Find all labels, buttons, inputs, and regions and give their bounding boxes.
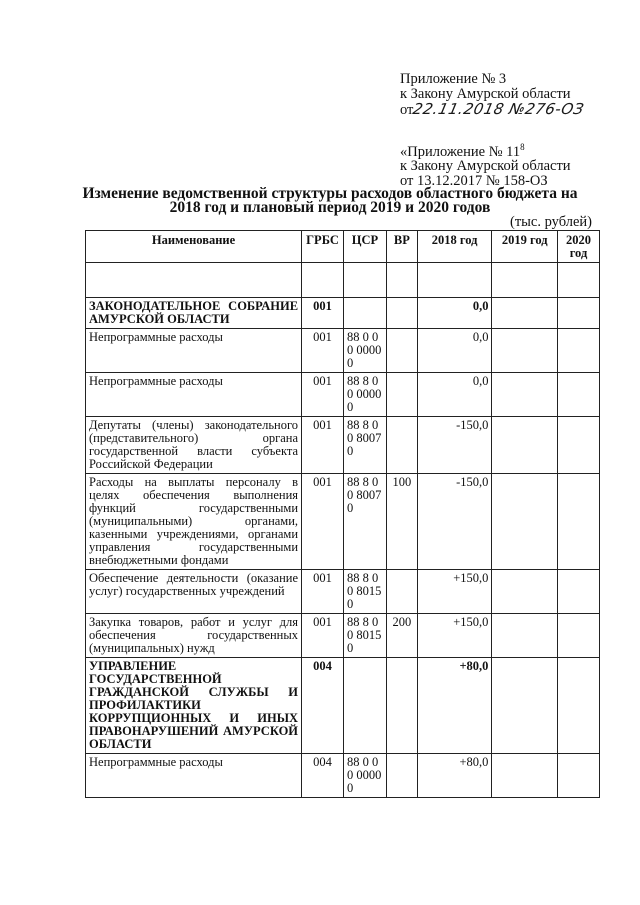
- row-2019-cell: [492, 614, 558, 658]
- row-2018-cell: 0,0: [417, 298, 492, 329]
- table-row: [86, 417, 600, 474]
- row-2020-cell: [557, 474, 599, 570]
- row-vr-cell: [387, 298, 418, 329]
- row-vr-cell: [387, 329, 418, 373]
- row-vr-cell: [387, 417, 418, 474]
- row-2018-cell: 0,0: [417, 329, 492, 373]
- row-name-cell: ЗАКОНОДАТЕЛЬНОЕ СОБРАНИЕ АМУРСКОЙ ОБЛАСТИ: [86, 298, 302, 329]
- row-2018-cell: +150,0: [417, 614, 492, 658]
- header-2018: 2018 год: [417, 231, 492, 263]
- previous-appendix-date: от 13.12.2017 № 158-ОЗ: [400, 172, 548, 189]
- row-grbs-cell: 001: [302, 474, 344, 570]
- appendix-header: [400, 71, 587, 118]
- row-vr-cell: 100: [387, 474, 418, 570]
- row-2019-cell: [492, 754, 558, 798]
- row-2020-cell: [557, 614, 599, 658]
- row-2020-cell: [557, 754, 599, 798]
- row-vr-cell: 200: [387, 614, 418, 658]
- row-grbs-cell: 001: [302, 329, 344, 373]
- header-vr: ВР: [387, 231, 418, 263]
- row-name-cell: Непрограммные расходы: [86, 373, 302, 417]
- table-row: [86, 754, 600, 798]
- row-2020-cell: [557, 570, 599, 614]
- row-grbs-cell: 004: [302, 754, 344, 798]
- row-grbs-cell: 001: [302, 614, 344, 658]
- row-vr-cell: [387, 570, 418, 614]
- document-title: Изменение ведомственной структуры расходов областного бюджета на 2018 год и плановый период 2019 и 2020 годов: [82, 185, 578, 216]
- table-row: [86, 570, 600, 614]
- row-2019-cell: [492, 570, 558, 614]
- table-body: [86, 298, 600, 798]
- row-csr-cell: 88 8 00 00000: [344, 373, 387, 417]
- row-2020-cell: [557, 373, 599, 417]
- row-2018-cell: 0,0: [417, 373, 492, 417]
- previous-appendix-law: к Закону Амурской области: [400, 158, 571, 175]
- table-spacer-row: [86, 263, 600, 298]
- row-csr-cell: 88 0 00 00000: [344, 754, 387, 798]
- row-2019-cell: [492, 474, 558, 570]
- row-2020-cell: [557, 298, 599, 329]
- row-2020-cell: [557, 658, 599, 754]
- header-2020: 2020 год: [557, 231, 599, 263]
- row-2018-cell: +150,0: [417, 570, 492, 614]
- table-row: [86, 658, 600, 754]
- row-vr-cell: [387, 658, 418, 754]
- row-csr-cell: [344, 658, 387, 754]
- header-grbs: ГРБС: [302, 231, 344, 263]
- table-row: [86, 329, 600, 373]
- header-name: Наименование: [86, 231, 302, 263]
- row-name-cell: Расходы на выплаты персоналу в целях обеспечения выполнения функций государственными (муниципальными) органами, казенными учреждениями, органами управления государственными внебюджетными фондами: [86, 474, 302, 570]
- row-name-cell: Непрограммные расходы: [86, 329, 302, 373]
- row-2018-cell: +80,0: [417, 658, 492, 754]
- row-vr-cell: [387, 754, 418, 798]
- row-name-cell: УПРАВЛЕНИЕ ГОСУДАРСТВЕННОЙ ГРАЖДАНСКОЙ СЛУЖБЫ И ПРОФИЛАКТИКИ КОРРУПЦИОННЫХ И ИНЫХ ПРАВОНАРУШЕНИЙ АМУРСКОЙ ОБЛАСТИ: [86, 658, 302, 754]
- row-csr-cell: 88 0 00 00000: [344, 329, 387, 373]
- table-row: [86, 614, 600, 658]
- row-2018-cell: +80,0: [417, 754, 492, 798]
- previous-appendix-header: [400, 140, 571, 188]
- row-csr-cell: 88 8 00 80070: [344, 474, 387, 570]
- row-grbs-cell: 001: [302, 298, 344, 329]
- row-2019-cell: [492, 373, 558, 417]
- appendix-law: к Закону Амурской области: [400, 86, 571, 102]
- row-vr-cell: [387, 373, 418, 417]
- table-row: [86, 373, 600, 417]
- table-row: [86, 298, 600, 329]
- row-name-cell: Непрограммные расходы: [86, 754, 302, 798]
- row-grbs-cell: 001: [302, 417, 344, 474]
- row-2019-cell: [492, 298, 558, 329]
- row-csr-cell: 88 8 00 80150: [344, 614, 387, 658]
- row-name-cell: Обеспечение деятельности (оказание услуг) государственных учреждений: [86, 570, 302, 614]
- previous-appendix-title: «Приложение № $11^8$: [400, 142, 525, 160]
- row-2018-cell: -150,0: [417, 417, 492, 474]
- header-csr: ЦСР: [344, 231, 387, 263]
- row-2018-cell: -150,0: [417, 474, 492, 570]
- handwritten-date: 22.11.2018 №276-ОЗ: [411, 100, 587, 118]
- row-grbs-cell: 001: [302, 570, 344, 614]
- row-2019-cell: [492, 329, 558, 373]
- row-name-cell: Депутаты (члены) законодательного (представительного) органа государственной власти субъекта Российской Федерации: [86, 417, 302, 474]
- row-2019-cell: [492, 658, 558, 754]
- budget-table: [85, 230, 600, 798]
- appendix-title: Приложение № 3: [400, 71, 507, 87]
- row-grbs-cell: 001: [302, 373, 344, 417]
- header-2019: 2019 год: [492, 231, 558, 263]
- row-2020-cell: [557, 417, 599, 474]
- appendix-date-prefix: от: [400, 102, 414, 118]
- row-csr-cell: [344, 298, 387, 329]
- units-label: (тыс. рублей): [510, 214, 592, 230]
- table-row: [86, 474, 600, 570]
- appendix-date: [400, 100, 587, 118]
- row-csr-cell: 88 8 00 80070: [344, 417, 387, 474]
- row-name-cell: Закупка товаров, работ и услуг для обеспечения государственных (муниципальных) нужд: [86, 614, 302, 658]
- row-2020-cell: [557, 329, 599, 373]
- row-csr-cell: 88 8 00 80150: [344, 570, 387, 614]
- row-grbs-cell: 004: [302, 658, 344, 754]
- table-header-row: [86, 231, 600, 263]
- row-2019-cell: [492, 417, 558, 474]
